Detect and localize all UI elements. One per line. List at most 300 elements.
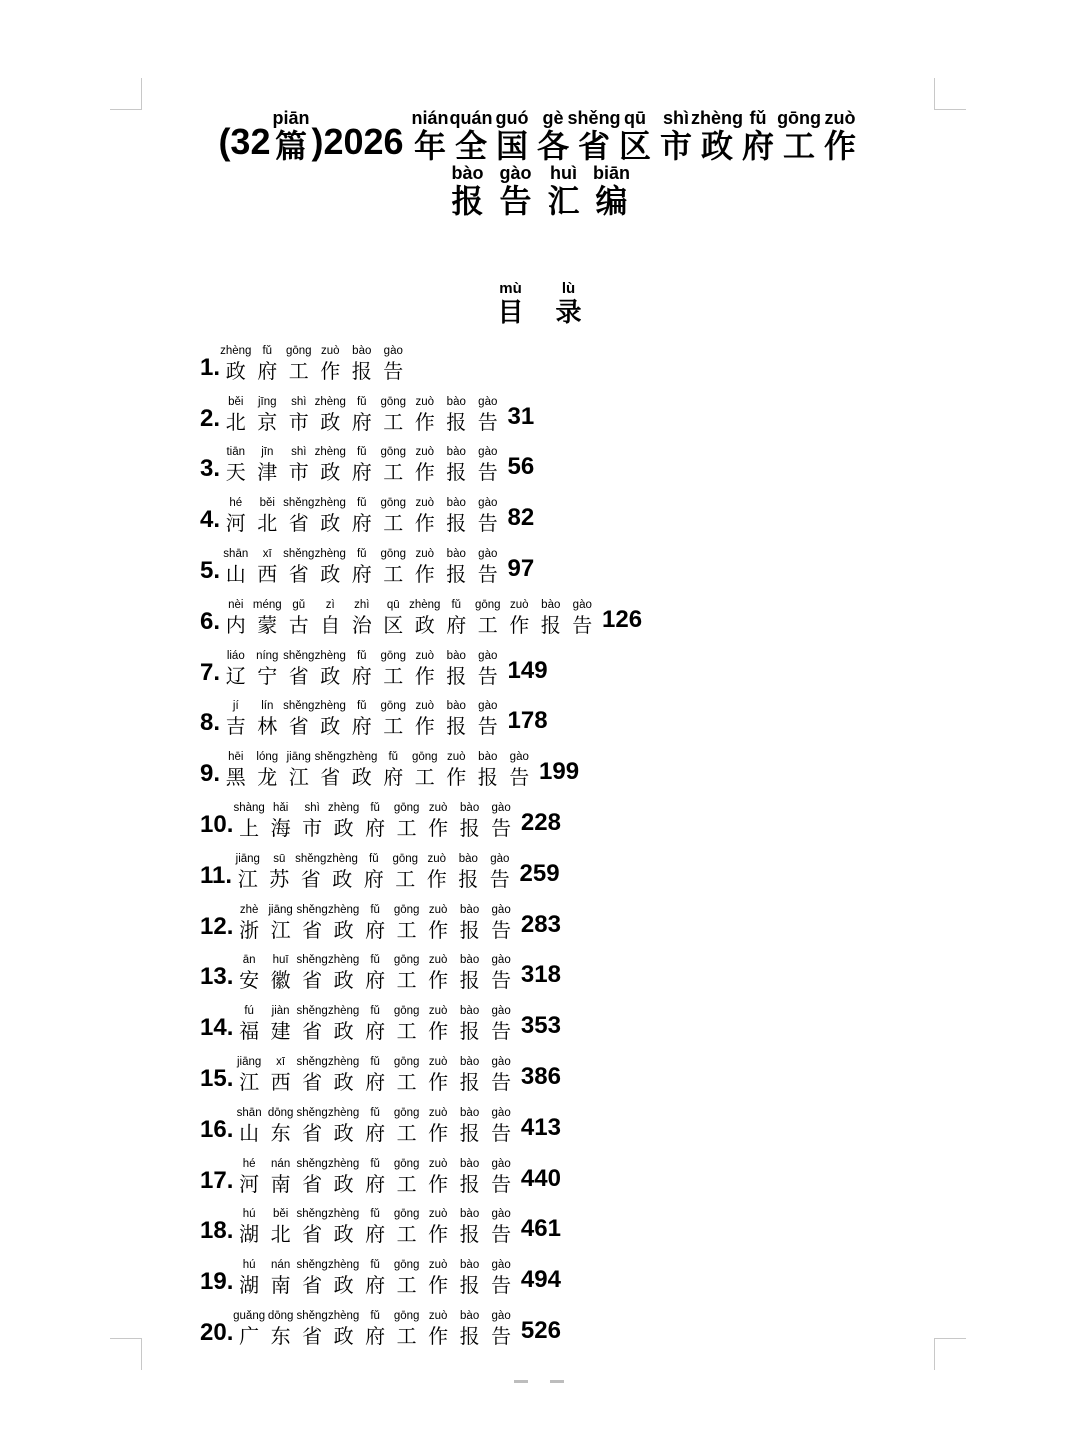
pinyin: gōng xyxy=(393,1157,420,1170)
toc-item[interactable] xyxy=(200,638,642,689)
ruby-char xyxy=(315,344,347,384)
ruby-char xyxy=(359,801,391,841)
ruby-char xyxy=(265,801,297,841)
ruby-char xyxy=(328,1309,360,1349)
ruby-char xyxy=(233,953,265,993)
ruby-char xyxy=(485,1258,517,1298)
hanzi: 报 xyxy=(459,1273,480,1298)
hanzi: 作 xyxy=(428,1019,449,1044)
hanzi: 府 xyxy=(363,866,384,891)
ruby-char xyxy=(315,598,347,638)
hanzi: 作 xyxy=(428,1323,449,1348)
hanzi: 河 xyxy=(239,1171,260,1196)
pinyin: zuò xyxy=(428,1106,448,1119)
toc-item[interactable] xyxy=(200,1146,642,1197)
pinyin: gōng xyxy=(393,1055,420,1068)
pinyin: fǔ xyxy=(370,1259,380,1272)
pinyin: gōng xyxy=(474,598,501,611)
hanzi: 府 xyxy=(351,663,372,688)
ruby-char xyxy=(252,750,284,790)
pinyin: gōng xyxy=(393,801,420,814)
title-char xyxy=(270,108,311,164)
ruby-char xyxy=(296,903,328,943)
hanzi: 报 xyxy=(459,1222,480,1247)
ruby-char xyxy=(409,395,441,435)
crop-mark-bottom-left-v xyxy=(141,1338,142,1370)
hanzi: 南 xyxy=(270,1171,291,1196)
ruby-char xyxy=(472,445,504,485)
hanzi: 海 xyxy=(270,815,291,840)
hanzi: 省 xyxy=(302,1222,323,1247)
ruby-char xyxy=(567,598,599,638)
hanzi: 政 xyxy=(332,866,353,891)
ruby-char xyxy=(540,163,588,219)
hanzi: 报 xyxy=(458,866,479,891)
hanzi: 国 xyxy=(496,127,529,165)
pinyin: gōng xyxy=(380,649,407,662)
hanzi: 府 xyxy=(365,1120,386,1145)
ruby-char xyxy=(378,344,410,384)
pinyin: zhèng xyxy=(314,446,346,459)
ruby-char xyxy=(315,649,347,689)
hanzi: 山 xyxy=(225,561,246,586)
pinyin: fǔ xyxy=(370,1005,380,1018)
hanzi: 东 xyxy=(270,1120,291,1145)
toc-item[interactable] xyxy=(200,790,642,841)
hanzi: 上 xyxy=(239,815,260,840)
pinyin: zì xyxy=(325,598,335,611)
ruby-char xyxy=(378,395,410,435)
ruby-char xyxy=(283,395,315,435)
hanzi: 报 xyxy=(459,1120,480,1145)
pinyin: nán xyxy=(271,1259,291,1272)
pinyin: gào xyxy=(490,852,510,865)
toc-item-number: 1. xyxy=(200,353,221,381)
ruby-char xyxy=(252,598,284,638)
toc-item[interactable] xyxy=(200,1298,642,1349)
toc-item[interactable] xyxy=(200,943,642,994)
hanzi: 工 xyxy=(383,714,404,739)
hanzi: 告 xyxy=(477,561,498,586)
toc-item-number: 12. xyxy=(200,912,234,940)
pinyin: zuò xyxy=(509,598,529,611)
ruby-char xyxy=(454,1309,486,1349)
pinyin: gōng xyxy=(411,751,438,764)
toc-item-number: 13. xyxy=(200,963,234,991)
ruby-char xyxy=(454,903,486,943)
ruby-char xyxy=(220,395,252,435)
pinyin: nèi xyxy=(228,598,244,611)
ruby-char xyxy=(378,598,410,638)
hanzi: 编 xyxy=(595,182,628,220)
pinyin: sū xyxy=(273,852,286,865)
hanzi: 作 xyxy=(428,917,449,942)
ruby-char xyxy=(315,445,347,485)
hanzi: 政 xyxy=(414,612,435,637)
pinyin: shěng xyxy=(283,547,315,560)
pinyin: bào xyxy=(460,1005,480,1018)
ruby-char xyxy=(567,108,621,165)
hanzi: 作 xyxy=(414,409,435,434)
ruby-char xyxy=(283,699,315,739)
hanzi: 省 xyxy=(302,968,323,993)
pinyin: shěng xyxy=(283,649,315,662)
ruby-char xyxy=(422,1258,454,1298)
hanzi: 报 xyxy=(459,1019,480,1044)
hanzi: 目 xyxy=(497,298,524,328)
pinyin: lù xyxy=(561,280,576,297)
ruby-char xyxy=(422,1309,454,1349)
document-title-line-1 xyxy=(0,108,1079,164)
ruby-char xyxy=(265,1157,297,1197)
pinyin: zuò xyxy=(824,108,856,128)
toc-item[interactable] xyxy=(200,1095,642,1146)
pinyin: guó xyxy=(495,108,529,128)
hanzi: 政 xyxy=(333,1171,354,1196)
hanzi: 告 xyxy=(491,1273,512,1298)
ruby-char xyxy=(454,1004,486,1044)
ruby-char xyxy=(220,547,252,587)
hanzi: 工 xyxy=(396,1120,417,1145)
hanzi: 告 xyxy=(572,612,593,637)
hanzi: 北 xyxy=(225,409,246,434)
hanzi: 告 xyxy=(491,968,512,993)
hanzi: 告 xyxy=(499,182,532,220)
pinyin: shěng xyxy=(296,1309,328,1322)
hanzi: 工 xyxy=(396,1069,417,1094)
pinyin: ān xyxy=(242,954,256,967)
hanzi: 省 xyxy=(302,1273,323,1298)
toc-item-number: 20. xyxy=(200,1318,234,1346)
pinyin: gōng xyxy=(393,1259,420,1272)
hanzi: 告 xyxy=(491,1222,512,1247)
hanzi: 南 xyxy=(270,1273,291,1298)
ruby-char xyxy=(441,395,473,435)
pinyin: fǔ xyxy=(262,344,273,357)
hanzi: 林 xyxy=(257,714,278,739)
ruby-char xyxy=(328,1157,360,1197)
crop-mark-bottom-left-h xyxy=(110,1338,142,1339)
toc-item-page-number: 386 xyxy=(520,1062,561,1090)
pinyin: bào xyxy=(460,1055,480,1068)
ruby-char xyxy=(472,496,504,536)
hanzi: 告 xyxy=(489,866,510,891)
toc-item-page-number: 178 xyxy=(507,707,548,735)
pinyin: gào xyxy=(383,344,403,357)
toc-item[interactable] xyxy=(200,536,642,587)
ruby-char xyxy=(482,280,540,329)
pinyin: shěng xyxy=(296,1106,328,1119)
ruby-char xyxy=(265,953,297,993)
ruby-char xyxy=(359,1106,391,1146)
hanzi: 省 xyxy=(302,1069,323,1094)
ruby-char xyxy=(359,1309,391,1349)
crop-mark-bottom-right-h xyxy=(934,1338,966,1339)
pinyin: gào xyxy=(491,1106,511,1119)
hanzi: 湖 xyxy=(239,1222,260,1247)
hanzi: 作 xyxy=(428,1069,449,1094)
hanzi: 工 xyxy=(383,561,404,586)
hanzi: 工 xyxy=(396,1171,417,1196)
pinyin: bào xyxy=(541,598,561,611)
pinyin: jiāng xyxy=(235,852,260,865)
pinyin: shì xyxy=(291,446,307,459)
page-footer-mark xyxy=(514,1380,528,1383)
pinyin: fǔ xyxy=(356,395,367,408)
ruby-char xyxy=(391,1309,423,1349)
toc-item[interactable] xyxy=(200,841,642,892)
pinyin: gōng xyxy=(380,395,407,408)
toc-item[interactable] xyxy=(200,1044,642,1095)
ruby-char xyxy=(283,649,315,689)
hanzi: 府 xyxy=(742,127,775,165)
toc-item-page-number: 318 xyxy=(520,961,561,989)
toc-item[interactable] xyxy=(200,384,642,435)
ruby-char xyxy=(378,649,410,689)
hanzi: 省 xyxy=(288,561,309,586)
ruby-char xyxy=(358,852,390,892)
ruby-char xyxy=(328,1055,360,1095)
toc-item[interactable] xyxy=(200,689,642,740)
hanzi: 府 xyxy=(351,561,372,586)
pinyin: zhè xyxy=(239,903,259,916)
pinyin: gǔ xyxy=(292,598,306,611)
ruby-char xyxy=(359,1207,391,1247)
ruby-char xyxy=(296,801,328,841)
ruby-char xyxy=(409,649,441,689)
ruby-char xyxy=(454,953,486,993)
ruby-char xyxy=(265,1055,297,1095)
hanzi: 政 xyxy=(333,1273,354,1298)
ruby-char xyxy=(390,852,422,892)
ruby-char xyxy=(328,1106,360,1146)
pinyin: zuò xyxy=(446,751,466,764)
ruby-char xyxy=(283,445,315,485)
hanzi: 政 xyxy=(320,663,341,688)
toc-list xyxy=(200,333,642,1349)
hanzi: 山 xyxy=(239,1120,260,1145)
pinyin: gōng xyxy=(393,1208,420,1221)
pinyin: zhèng xyxy=(409,598,441,611)
pinyin: fǔ xyxy=(356,547,367,560)
ruby-char xyxy=(233,1309,265,1349)
ruby-char xyxy=(454,1055,486,1095)
ruby-char xyxy=(441,598,473,638)
ruby-char xyxy=(296,1258,328,1298)
ruby-char xyxy=(378,496,410,536)
hanzi: 府 xyxy=(365,1069,386,1094)
hanzi: 作 xyxy=(414,714,435,739)
toc-item[interactable] xyxy=(200,1247,642,1298)
ruby-char xyxy=(492,108,533,164)
pinyin: gào xyxy=(478,700,498,713)
ruby-char xyxy=(422,1157,454,1197)
pinyin: méng xyxy=(252,598,282,611)
hanzi: 作 xyxy=(428,1171,449,1196)
ruby-char xyxy=(220,750,252,790)
pinyin: shěng xyxy=(296,1005,328,1018)
pinyin: gào xyxy=(491,1157,511,1170)
toc-item-page-number: 199 xyxy=(539,758,580,786)
ruby-char xyxy=(409,547,441,587)
ruby-char xyxy=(359,1055,391,1095)
hanzi: 告 xyxy=(477,460,498,485)
ruby-char xyxy=(441,496,473,536)
toc-item-number: 16. xyxy=(200,1115,234,1143)
hanzi: 区 xyxy=(383,612,404,637)
pinyin: bào xyxy=(460,903,480,916)
hanzi: 报 xyxy=(446,663,467,688)
hanzi: 报 xyxy=(351,358,372,383)
ruby-char xyxy=(283,344,315,384)
hanzi: 告 xyxy=(477,409,498,434)
toc-item[interactable] xyxy=(200,1197,642,1248)
toc-item-page-number: 126 xyxy=(602,605,643,633)
toc-item-number: 11. xyxy=(200,861,233,889)
ruby-char xyxy=(252,395,284,435)
pinyin: shěng xyxy=(314,751,346,764)
pinyin: shàng xyxy=(233,801,265,814)
pinyin: zuò xyxy=(415,547,435,560)
ruby-char xyxy=(328,1004,360,1044)
ruby-char xyxy=(296,1157,328,1197)
ruby-char xyxy=(391,801,423,841)
hanzi: 府 xyxy=(365,917,386,942)
toc-item-page-number: 440 xyxy=(520,1164,561,1192)
pinyin: gào xyxy=(572,598,592,611)
hanzi: 吉 xyxy=(225,714,246,739)
hanzi: 作 xyxy=(414,511,435,536)
ruby-char xyxy=(391,1258,423,1298)
pinyin: gào xyxy=(491,1005,511,1018)
ruby-char xyxy=(484,852,516,892)
hanzi: 府 xyxy=(351,460,372,485)
ruby-char xyxy=(328,801,360,841)
pinyin: jīng xyxy=(257,395,277,408)
ruby-char xyxy=(409,496,441,536)
hanzi: 全 xyxy=(455,127,488,165)
hanzi: 报 xyxy=(459,815,480,840)
toc-item-number: 9. xyxy=(200,760,221,788)
toc-item[interactable] xyxy=(200,993,642,1044)
ruby-char xyxy=(283,750,315,790)
toc-item-page-number: 494 xyxy=(520,1266,561,1294)
hanzi: 告 xyxy=(383,358,404,383)
ruby-char xyxy=(588,163,636,219)
ruby-char xyxy=(220,496,252,536)
pinyin: xī xyxy=(262,547,272,560)
ruby-char xyxy=(472,649,504,689)
pinyin: níng xyxy=(256,649,279,662)
pinyin: gào xyxy=(478,446,498,459)
toc-item[interactable] xyxy=(200,739,642,790)
pinyin: hé xyxy=(229,497,243,510)
toc-item[interactable] xyxy=(200,892,642,943)
ruby-char xyxy=(359,953,391,993)
ruby-char xyxy=(346,649,378,689)
toc-item[interactable] xyxy=(200,333,642,384)
pinyin: shì xyxy=(291,395,307,408)
toc-item-number: 10. xyxy=(200,810,234,838)
hanzi: 省 xyxy=(302,1019,323,1044)
hanzi: 告 xyxy=(491,815,512,840)
toc-item[interactable] xyxy=(200,485,642,536)
ruby-char xyxy=(391,1157,423,1197)
ruby-char xyxy=(252,547,284,587)
pinyin: zhèng xyxy=(327,801,360,814)
pinyin: běi xyxy=(272,1208,289,1221)
pinyin: shān xyxy=(236,1106,262,1119)
toc-item-number: 3. xyxy=(200,455,221,483)
hanzi: 作 xyxy=(414,460,435,485)
hanzi: 省 xyxy=(578,127,611,165)
ruby-char xyxy=(359,1258,391,1298)
hanzi: 政 xyxy=(351,765,372,790)
pinyin: běi xyxy=(259,497,275,510)
ruby-char xyxy=(391,1106,423,1146)
ruby-char xyxy=(472,598,504,638)
pinyin: fǔ xyxy=(356,446,367,459)
pinyin: nán xyxy=(271,1157,291,1170)
toc-item[interactable] xyxy=(200,435,642,486)
pinyin: hēi xyxy=(228,751,244,764)
hanzi: 省 xyxy=(302,1120,323,1145)
hanzi: 西 xyxy=(270,1069,291,1094)
hanzi: 政 xyxy=(333,1120,354,1145)
ruby-char xyxy=(252,699,284,739)
pinyin: fǔ xyxy=(370,1106,380,1119)
hanzi: 告 xyxy=(477,511,498,536)
ruby-char xyxy=(265,1004,297,1044)
hanzi: 古 xyxy=(288,612,309,637)
hanzi: 工 xyxy=(396,1222,417,1247)
ruby-char xyxy=(691,108,744,165)
hanzi: 报 xyxy=(459,1323,480,1348)
hanzi: 篇 xyxy=(274,127,307,165)
toc-item-number: 17. xyxy=(200,1166,234,1194)
pinyin: shì xyxy=(663,108,690,128)
hanzi: 工 xyxy=(396,1019,417,1044)
pinyin: jí xyxy=(232,700,239,713)
ruby-char xyxy=(346,699,378,739)
pinyin: shěng xyxy=(283,700,315,713)
ruby-char xyxy=(283,598,315,638)
pinyin: zhèng xyxy=(327,1055,360,1068)
hanzi: 政 xyxy=(225,358,246,383)
ruby-char xyxy=(485,1106,517,1146)
pinyin: zhèng xyxy=(327,1208,360,1221)
ruby-char xyxy=(346,445,378,485)
pinyin: běi xyxy=(228,395,244,408)
hanzi: 政 xyxy=(333,917,354,942)
ruby-char xyxy=(315,496,347,536)
pinyin: shěng xyxy=(295,852,327,865)
pinyin: bào xyxy=(460,801,480,814)
pinyin: zuò xyxy=(428,954,448,967)
hanzi: 安 xyxy=(239,968,260,993)
pinyin: mù xyxy=(499,280,522,297)
hanzi: 告 xyxy=(491,1069,512,1094)
pinyin: dōng xyxy=(267,1106,294,1119)
toc-item-number: 14. xyxy=(200,1014,234,1042)
pinyin: guǎng xyxy=(233,1309,266,1322)
hanzi: 江 xyxy=(239,1069,260,1094)
pinyin: zuò xyxy=(428,903,448,916)
ruby-char xyxy=(410,108,451,164)
ruby-char xyxy=(328,953,360,993)
ruby-char xyxy=(252,649,284,689)
toc-item[interactable] xyxy=(200,587,642,638)
